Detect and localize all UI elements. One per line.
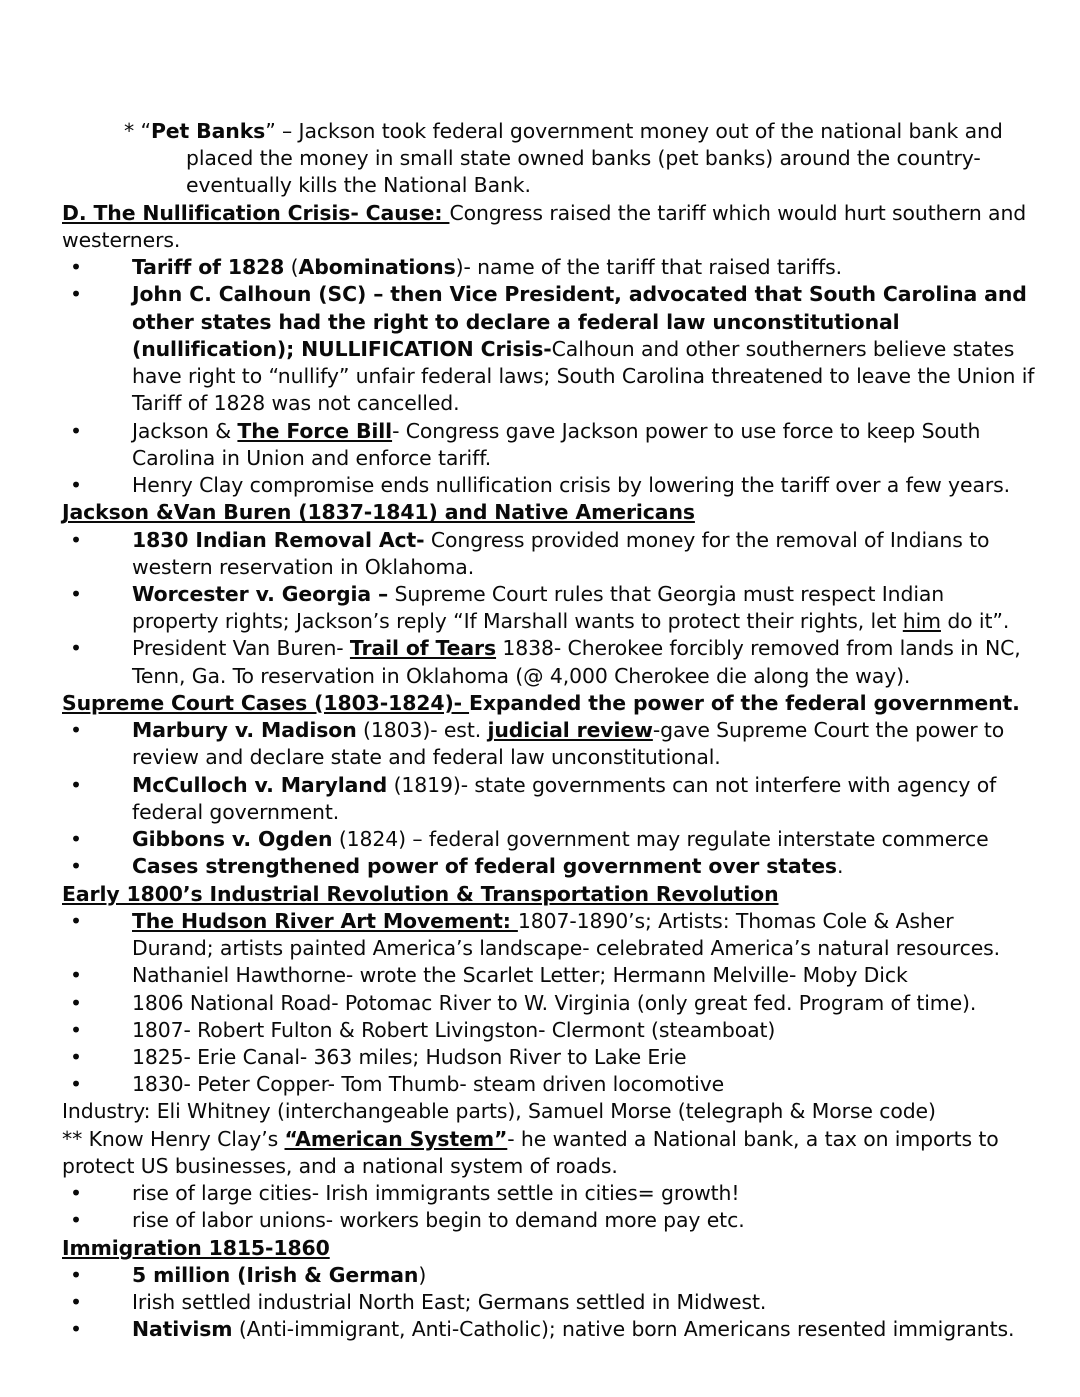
text-run: 1838- Cherokee forcibly removed from lands in NC, Tenn, Ga. To reservation in Oklahoma (@ 4,000 Cherokee die along the way).: [132, 636, 1021, 688]
text-run: rise of large cities- Irish immigrants settle in cities= growth!: [132, 1181, 740, 1206]
text-run: 1806 National Road- Potomac River to W. Virginia (only great fed. Program of time).: [132, 990, 977, 1015]
list-item-nativism: [62, 1316, 1036, 1343]
bullet-icon: •: [70, 908, 82, 933]
text-run: Irish settled industrial North East; Germans settled in Midwest.: [132, 1290, 767, 1315]
bullet-icon: •: [70, 527, 82, 552]
text-run: - he wanted a National bank, a tax on imports to protect US businesses, and a national system of roads.: [62, 1126, 999, 1178]
bullet-icon: •: [70, 1262, 82, 1287]
text-run: Marbury v. Madison: [132, 718, 357, 743]
list-item-text: [62, 908, 1036, 962]
text-run: Henry Clay compromise ends nullification crisis by lowering the tariff over a few years.: [132, 473, 1011, 498]
text-run: Early 1800’s Industrial Revolution & Transportation Revolution: [62, 881, 779, 906]
text-run: Worcester v. Georgia –: [132, 581, 389, 606]
bullet-icon: •: [70, 827, 82, 852]
text-run: -gave Supreme Court the power to review and declare state and federal law unconstitutional.: [132, 718, 1005, 770]
document-body: [62, 118, 1036, 1344]
list-item-force-bill: [62, 418, 1036, 472]
bullet-icon: •: [70, 282, 82, 307]
bullet-icon: •: [70, 772, 82, 797]
text-run: (Anti-immigrant, Anti-Catholic); native born Americans resented immigrants.: [232, 1317, 1015, 1342]
bullet-icon: •: [70, 990, 82, 1015]
text-run: judicial review: [487, 718, 653, 743]
list-item-worcester-v-georgia: [62, 581, 1036, 635]
list-item-rise-of-labor-unions: [62, 1207, 1036, 1234]
text-run: (1803)- est.: [356, 718, 488, 743]
bullet-icon: •: [70, 473, 82, 498]
list-item-text: [132, 718, 1004, 769]
text-run: 1825- Erie Canal- 363 miles; Hudson River to Lake Erie: [132, 1044, 687, 1069]
text-run: The Force Bill: [237, 418, 393, 443]
bullet-icon: •: [70, 1208, 82, 1233]
list-item-text: [132, 827, 989, 851]
text-run: 1807- Robert Fulton & Robert Livingston- Clermont (steamboat): [132, 1017, 776, 1042]
bullet-icon: •: [70, 418, 82, 443]
list-item-text: [132, 528, 989, 579]
list-item-text: [132, 419, 980, 470]
list-item-rise-of-cities: [62, 1180, 1036, 1207]
text-run: him: [902, 609, 941, 634]
text-run: President Van Buren-: [132, 636, 350, 661]
list-item-mcculloch-v-maryland: [62, 772, 1036, 826]
text-run: Nathaniel Hawthorne- wrote the Scarlet Letter; Hermann Melville- Moby Dick: [132, 963, 908, 988]
list-item-text: [132, 1181, 739, 1205]
text-run: “American System”: [284, 1126, 508, 1151]
list-item-text: [132, 1018, 775, 1042]
list-item-text: [132, 1290, 766, 1314]
paragraph-american-system: [62, 1126, 1036, 1180]
list-item-text: [132, 1317, 1014, 1341]
list-item-five-million: [62, 1262, 1036, 1289]
list-item-john-c-calhoun: [62, 281, 1036, 417]
text-run: ): [418, 1262, 427, 1287]
section-heading-supreme-court-cases-heading: [62, 690, 1036, 717]
text-run: Immigration 1815-1860: [62, 1235, 330, 1260]
list-item-text: [132, 582, 1009, 633]
list-item-erie-canal: [62, 1044, 1036, 1071]
list-item-text: [132, 1263, 426, 1287]
text-run: do it”.: [940, 609, 1010, 634]
text-run: (1824) – federal government may regulate interstate commerce: [332, 827, 989, 852]
list-item-text: [132, 1072, 724, 1096]
list-item-marbury-v-madison: [62, 717, 1036, 771]
text-run: (: [284, 255, 299, 280]
list-item-cases-strengthened: [62, 853, 1036, 880]
section-heading-industrial-revolution-heading: [62, 881, 1036, 908]
text-run: 1807-1890’s; Artists: Thomas Cole & Asher Durand; artists painted America’s landscape- celebrated America’s natural resources.: [132, 908, 1001, 961]
text-run: Supreme Court Cases (1803-1824)-: [62, 690, 470, 715]
list-item-tom-thumb: [62, 1071, 1036, 1098]
bullet-icon: •: [70, 581, 82, 606]
text-run: 5 million (Irish & German: [132, 1262, 419, 1287]
text-run: (1819)- state governments can not interfere with agency of federal government.: [132, 772, 997, 824]
list-item-trail-of-tears: [62, 635, 1036, 689]
text-run: ” – Jackson took federal government money out of the national bank and placed the money in small state owned banks (pet banks) around the country- eventually kills the National Bank.: [186, 119, 1003, 198]
bullet-icon: •: [70, 963, 82, 988]
bullet-icon: •: [70, 1181, 82, 1206]
bullet-icon: •: [70, 255, 82, 280]
list-item-gibbons-v-ogden: [62, 826, 1036, 853]
list-item-fulton-livingston: [62, 1017, 1036, 1044]
text-run: .: [836, 854, 844, 879]
list-item-henry-clay-compromise: [62, 472, 1036, 499]
text-run: Trail of Tears: [349, 636, 497, 661]
text-run: Gibbons v. Ogden: [132, 827, 333, 852]
text-run: Abominations: [298, 255, 456, 280]
text-run: Industry: Eli Whitney (interchangeable parts), Samuel Morse (telegraph & Morse code): [62, 1099, 936, 1124]
text-run: rise of labor unions- workers begin to demand more pay etc.: [132, 1208, 745, 1233]
section-heading-jackson-van-buren-heading: [62, 499, 1036, 526]
list-item-text: [132, 282, 1034, 415]
text-run: Calhoun and other southerners believe states have right to “nullify” unfair federal laws; South Carolina threatened to leave the Union if Tariff of 1828 was not cancelled.: [132, 336, 1035, 416]
text-run: ** Know Henry Clay’s: [62, 1126, 285, 1151]
list-item-text: [132, 991, 976, 1015]
list-item-text: [132, 773, 996, 824]
bullet-icon: •: [70, 718, 82, 743]
text-run: - Congress gave Jackson power to use force to keep South Carolina in Union and enforce tariff.: [132, 418, 981, 470]
list-item-text: [132, 1208, 745, 1232]
text-run: The Hudson River Art Movement:: [132, 908, 518, 933]
text-run: 1830- Peter Copper- Tom Thumb- steam driven locomotive: [132, 1072, 725, 1097]
text-run: * “: [124, 119, 151, 143]
list-item-irish-germans-settled: [62, 1289, 1036, 1316]
list-item-text: [132, 473, 1010, 497]
paragraph-industry-line: [62, 1098, 1036, 1125]
text-run: D. The Nullification Crisis- Cause:: [62, 200, 450, 225]
list-item-text: [132, 1045, 686, 1069]
list-item-hawthorne-melville: [62, 962, 1036, 989]
list-item-text: [132, 854, 843, 878]
text-run: Jackson &: [132, 418, 238, 443]
bullet-icon: •: [70, 1317, 82, 1342]
bullet-icon: •: [70, 1017, 82, 1042]
text-run: Cases strengthened power of federal government over states: [132, 854, 837, 879]
bullet-icon: •: [70, 1290, 82, 1315]
text-run: )- name of the tariff that raised tariffs.: [455, 255, 843, 280]
bullet-icon: •: [70, 854, 82, 879]
list-item-hudson-river-art-movement: [62, 908, 1036, 962]
text-run: John C. Calhoun (SC) – then Vice President, advocated that South Carolina and other states had the right to declare a federal law unconstitutional (nullification); NULLIFICATION Crisis-: [132, 282, 1027, 361]
text-run: Supreme Court rules that Georgia must respect Indian property rights; Jackson’s reply “If Marshall wants to protect their rights, let: [132, 581, 945, 634]
text-run: 1830 Indian Removal Act-: [132, 527, 425, 552]
text-run: Congress raised the tariff which would hurt southern and westerners.: [62, 200, 1027, 252]
text-run: Pet Banks: [150, 119, 266, 143]
text-run: Nativism: [132, 1317, 233, 1342]
list-item-tariff-1828: [62, 254, 1036, 281]
list-item-text: [132, 963, 908, 987]
list-item-text: [132, 255, 842, 279]
paragraph-pet-banks: [124, 118, 1036, 200]
text-run: Tariff of 1828: [132, 255, 285, 280]
text-run: Expanded the power of the federal government.: [469, 690, 1020, 715]
bullet-icon: •: [70, 636, 82, 661]
bullet-icon: •: [70, 1044, 82, 1069]
text-run: Congress provided money for the removal of Indians to western reservation in Oklahoma.: [132, 527, 990, 579]
list-item-indian-removal-act: [62, 527, 1036, 581]
bullet-icon: •: [70, 1072, 82, 1097]
section-heading-immigration-heading: [62, 1235, 1036, 1262]
list-item-national-road: [62, 990, 1036, 1017]
list-item-text: [132, 636, 1021, 687]
text-run: McCulloch v. Maryland: [132, 772, 388, 797]
text-run: Jackson &Van Buren (1837-1841) and Native Americans: [62, 500, 695, 525]
paragraph-nullification-crisis-heading: [62, 200, 1036, 254]
